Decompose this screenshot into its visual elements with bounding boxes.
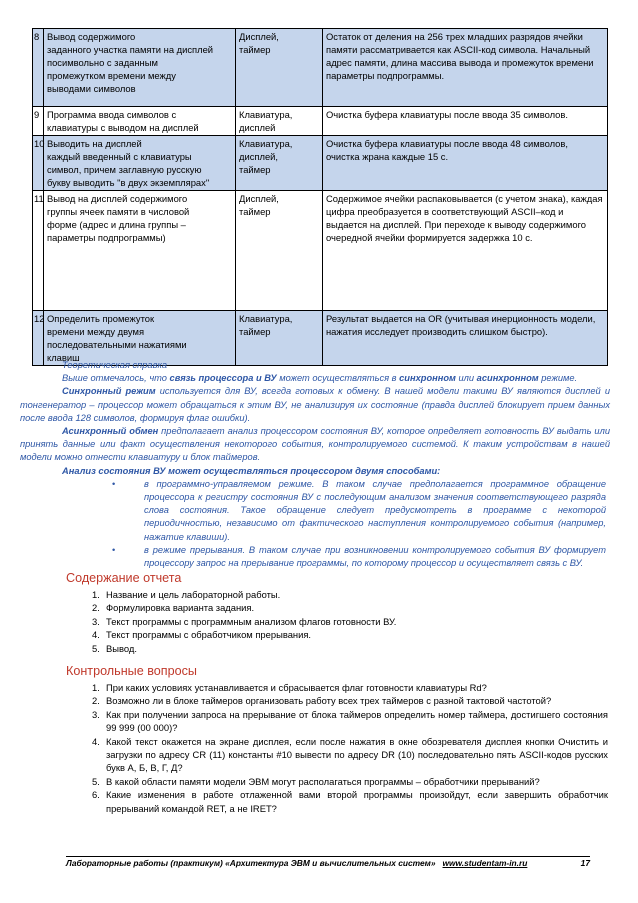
device-line: Дисплей,: [239, 193, 279, 204]
row-number: 12: [33, 311, 44, 366]
device-line: Клавиатура,: [239, 313, 293, 324]
task-line: каждый введенный с клавиатуры: [47, 151, 192, 162]
table-row: [33, 191, 608, 311]
description-cell: Очистка буфера клавиатуры после ввода 48 символов, очистка жрана каждые 15 с.: [323, 136, 608, 191]
task-cell: [44, 29, 236, 107]
questions-list: [92, 681, 608, 815]
task-line: заданного участка памяти на дисплей: [47, 44, 214, 55]
task-line: параметры подпрограммы): [47, 232, 166, 243]
bullet-icon: •: [112, 478, 116, 489]
task-line: Вывод содержимого: [47, 31, 136, 42]
task-line: времени между двумя: [47, 326, 145, 337]
task-cell: [44, 191, 236, 311]
theory-paragraph-1: Выше отмечалось, что связь процессора и ВУ может осуществляться в синхронном или асинхронном режиме.: [62, 373, 578, 384]
list-item: 6. Какие изменения в работе отлаженной вами второй программы произойдут, если завершить обработчик прерываний командой RET, а не IRET?: [92, 789, 608, 814]
task-line: букву выводить "в двух экземплярах": [47, 177, 210, 188]
row-number: 8: [33, 29, 44, 107]
footer-link[interactable]: www.studentam-in.ru: [442, 858, 528, 868]
page-number: 17: [580, 858, 590, 868]
list-item: 2. Формулировка варианта задания.: [92, 602, 255, 614]
device-line: дисплей,: [239, 151, 278, 162]
theory-bullets: [20, 478, 610, 570]
report-list: [92, 588, 608, 655]
device-line: Клавиатура,: [239, 109, 293, 120]
device-line: таймер: [239, 44, 271, 55]
list-item: 5. В какой области памяти модели ЭВМ могут располагаться программы – обработчики прерываний?: [92, 775, 540, 787]
devices-cell: [236, 107, 323, 136]
task-line: клавиш: [47, 352, 80, 363]
device-line: Клавиатура,: [239, 138, 293, 149]
task-line: посимвольно с заданным: [47, 57, 158, 68]
task-line: клавиатуры с выводом на дисплей: [47, 122, 199, 133]
task-line: выводами символов: [47, 83, 136, 94]
list-item: 1. Название и цель лабораторной работы.: [92, 589, 281, 600]
list-item: 3. Как при получении запроса на прерывание от блока таймеров определить номер таймера, достигшего состояния 99 999 (00 000)?: [92, 708, 608, 734]
task-line: последовательными нажатиями: [47, 339, 187, 350]
row-number: 10: [33, 136, 44, 191]
devices-cell: [236, 191, 323, 311]
table-row: [33, 29, 608, 107]
list-item: 1. При каких условиях устанавливается и сбрасывается флаг готовности клавиатуры Rd?: [92, 682, 487, 693]
devices-cell: [236, 136, 323, 191]
tasks-table: [32, 28, 608, 366]
list-item: 5. Вывод.: [92, 642, 137, 654]
devices-cell: [236, 311, 323, 366]
devices-cell: [236, 29, 323, 107]
theory-paragraph-4: Анализ состояния ВУ может осуществляться процессором двумя способами:: [62, 465, 441, 476]
description-cell: Содержимое ячейки распаковывается (с учетом знака), каждая цифра преобразуется в соответствующий ASCII–код и выдается на дисплей. При переходе к выводу содержимого очередной ячейки формируется задержка 10 с.: [323, 191, 608, 311]
task-cell: [44, 136, 236, 191]
theory-bullet: • в программно-управляемом режиме. В таком случае предполагается программное обращение процессора к регистру состояния ВУ с последующим анализом значения соответствующего разряда слова состояния. Такое обращение следует предусмотреть в программе с некоторой периодичностью, независимо от фактического наступления контролируемого события (например, нажатие клавиши).: [112, 478, 606, 542]
device-line: Дисплей,: [239, 31, 279, 42]
table-row: [33, 136, 608, 191]
task-line: Выводить на дисплей: [47, 138, 142, 149]
theory-bullet: • в режиме прерывания. В таком случае при возникновении контролируемого события ВУ формирует процессору запрос на прерывание программы, по которому процессор и осуществляет связь с ВУ.: [112, 544, 606, 569]
task-line: Программа ввода символов с: [47, 109, 177, 120]
task-line: промежутком времени между: [47, 70, 176, 81]
theory-paragraph-3: Асинхронный обмен предполагает анализ процессором состояния ВУ, которое определяет готовность ВУ выдать или принять данные или факт осуществления некоторого события, контролируемого системой. К таким устройствам в нашей модели можно отнести клавиатуру и блок таймеров.: [20, 426, 611, 463]
bullet-icon: •: [112, 544, 116, 555]
list-item: 4. Какой текст окажется на экране дисплея, если после нажатия в окне обозревателя дисплея кнопки Очистить и загрузки по адресу CR (11) константы #10 вывести по адресу DR (10) последовательно пять ASCII-кодов русских букв А, Б, В, Г, Д?: [92, 735, 608, 774]
questions-title: Контрольные вопросы: [66, 664, 197, 678]
theory-heading: Теоретическая справка: [62, 360, 168, 370]
task-line: Вывод на дисплей содержимого: [47, 193, 188, 204]
device-line: таймер: [239, 164, 271, 175]
list-item: 2. Возможно ли в блоке таймеров организовать работу всех трех таймеров с разной тактовой частотой?: [92, 695, 552, 707]
task-line: символ, причем заглавную русскую: [47, 164, 202, 175]
device-line: таймер: [239, 206, 271, 217]
row-number: 9: [33, 107, 44, 136]
row-number: 11: [33, 191, 44, 311]
description-cell: Очистка буфера клавиатуры после ввода 35 символов.: [323, 107, 608, 136]
table-row: [33, 311, 608, 366]
task-line: Определить промежуток: [47, 313, 155, 324]
report-title: Содержание отчета: [66, 571, 182, 585]
table-row: [33, 107, 608, 136]
task-cell: [44, 311, 236, 366]
task-cell: [44, 107, 236, 136]
theory-section: [20, 359, 610, 570]
footer-text: Лабораторные работы (практикум) «Архитектура ЭВМ и вычислительных систем»: [66, 858, 436, 868]
device-line: таймер: [239, 326, 271, 337]
task-line: группы ячеек памяти в числовой: [47, 206, 190, 217]
task-line: форме (адрес и длина группы –: [47, 219, 186, 230]
theory-paragraph-2: Синхронный режим используется для ВУ, всегда готовых к обмену. В нашей модели такими ВУ являются дисплей и тонгенератор – процессор может обращаться к этим ВУ, не анализируя их состояние (правда дисплей блокирует прием данных после ввода 128 символов, формируя флаг ошибки).: [20, 386, 610, 423]
description-cell: Результат выдается на OR (учитывая инерционность модели, нажатия исследует производить слишком быстро).: [323, 311, 608, 366]
list-item: 3. Текст программы с программным анализом флагов готовности ВУ.: [92, 615, 397, 627]
list-item: 4. Текст программы с обработчиком прерывания.: [92, 629, 311, 641]
device-line: дисплей: [239, 122, 276, 133]
page-footer: [66, 856, 590, 869]
description-cell: Остаток от деления на 256 трех младших разрядов ячейки памяти рассматривается как ASCII-код символа. Начальный адрес памяти, длина массива вывода и промежуток времени параметры подпрограммы.: [323, 29, 608, 107]
